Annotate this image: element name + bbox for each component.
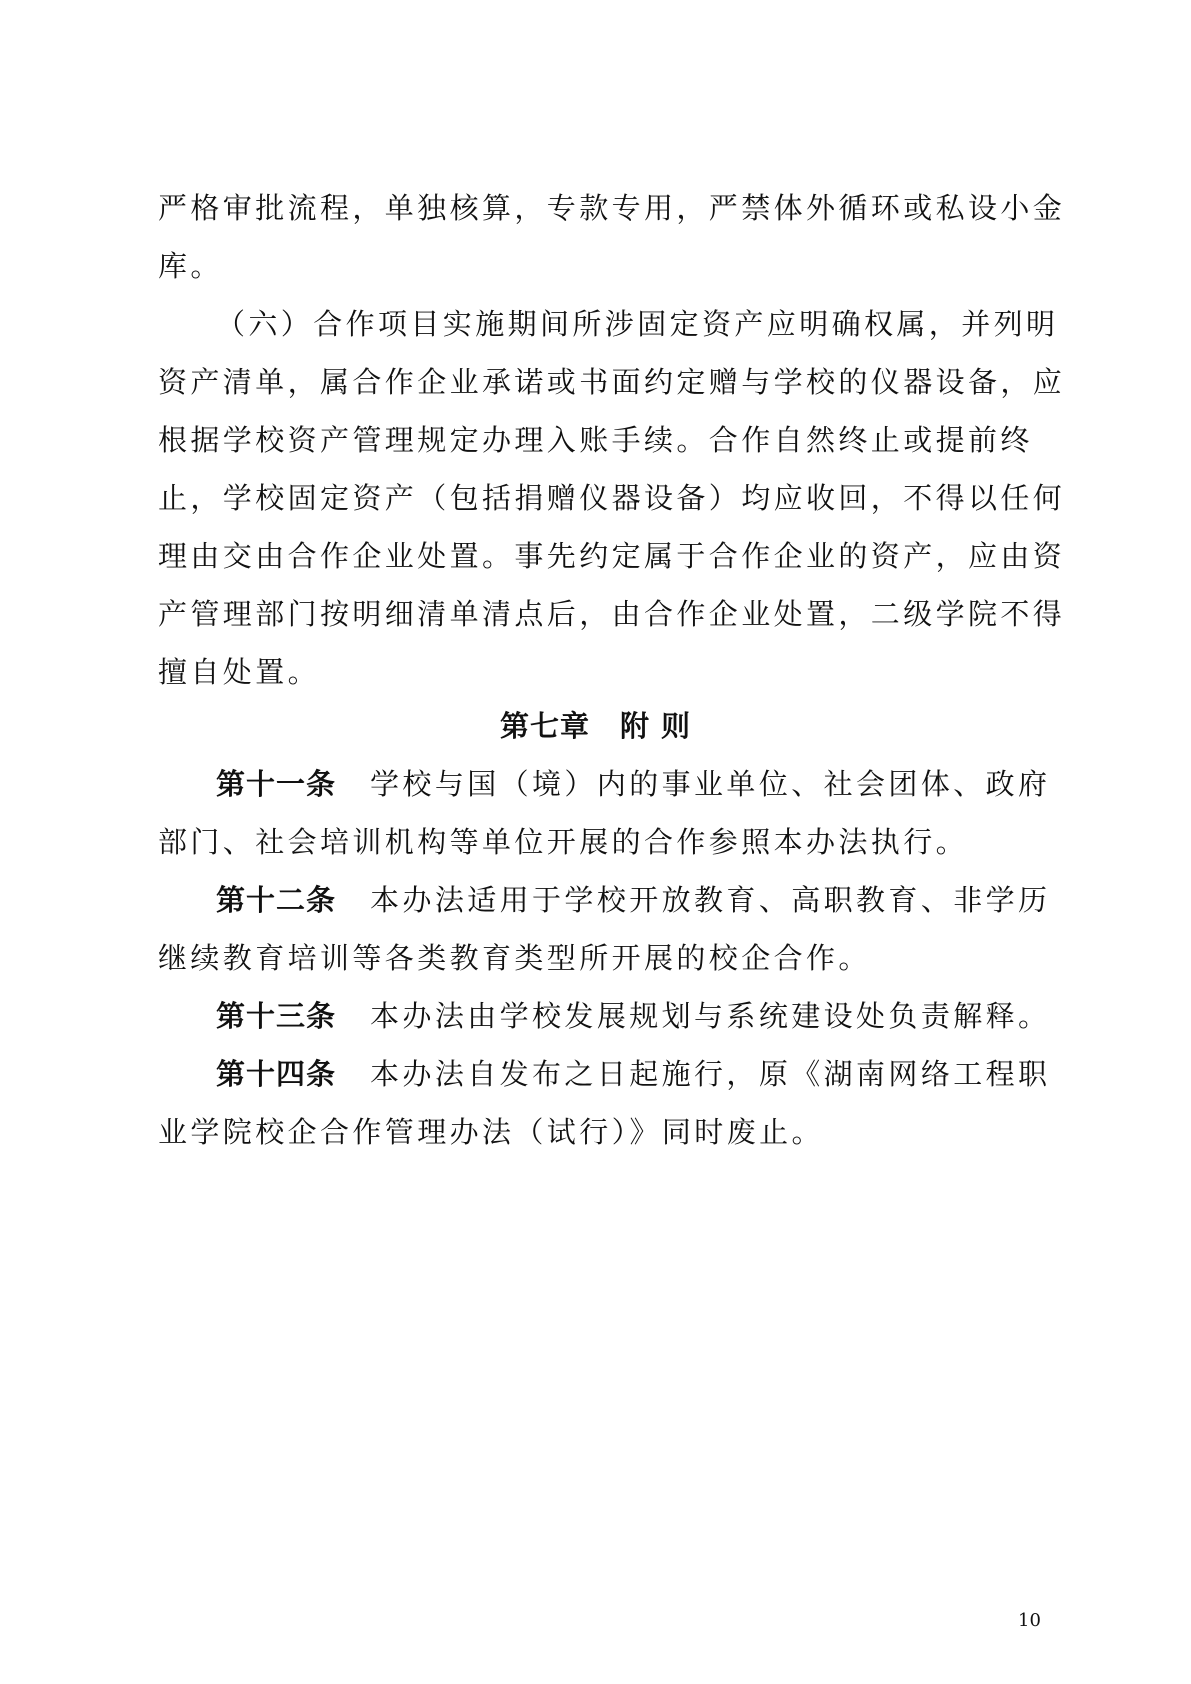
body-line: 根据学校资产管理规定办理入账手续。合作自然终止或提前终 <box>158 423 1033 457</box>
body-line: 资产清单，属合作企业承诺或书面约定赠与学校的仪器设备，应 <box>158 365 1066 399</box>
body-line: 理由交由合作企业处置。事先约定属于合作企业的资产，应由资 <box>158 539 1066 573</box>
article-text: 本办法由学校发展规划与系统建设处负责解释。 <box>370 999 1051 1033</box>
body-line: 严格审批流程，单独核算，专款专用，严禁体外循环或私设小金 <box>158 191 1066 225</box>
body-line: 部门、社会培训机构等单位开展的合作参照本办法执行。 <box>158 825 969 859</box>
body-line: 业学院校企合作管理办法（试行）》同时废止。 <box>158 1115 824 1149</box>
body-line: 产管理部门按明细清单清点后，由合作企业处置，二级学院不得 <box>158 597 1066 631</box>
body-line: 擅自处置。 <box>158 655 321 689</box>
body-line: 止，学校固定资产（包括捐赠仪器设备）均应收回，不得以任何 <box>158 481 1066 515</box>
article-number: 第十四条 <box>216 1057 337 1091</box>
page-number: 10 <box>1018 1610 1041 1631</box>
article-number: 第十三条 <box>216 999 337 1033</box>
chapter-title: 附 则 <box>619 709 692 743</box>
article-number: 第十二条 <box>216 883 337 917</box>
chapter-heading <box>0 706 1191 746</box>
article-line <box>216 996 1050 1036</box>
article-text: 学校与国（境）内的事业单位、社会团体、政府 <box>370 767 1051 801</box>
body-line: （六）合作项目实施期间所涉固定资产应明确权属，并列明 <box>216 307 1059 341</box>
article-text: 本办法自发布之日起施行，原《湖南网络工程职 <box>370 1057 1051 1091</box>
article-line <box>216 880 1050 920</box>
article-line <box>216 1054 1050 1094</box>
body-line: 库。 <box>158 249 223 283</box>
body-line: 继续教育培训等各类教育类型所开展的校企合作。 <box>158 941 871 975</box>
chapter-number: 第七章 <box>499 709 590 743</box>
article-line <box>216 764 1050 804</box>
article-text: 本办法适用于学校开放教育、高职教育、非学历 <box>370 883 1051 917</box>
article-number: 第十一条 <box>216 767 337 801</box>
